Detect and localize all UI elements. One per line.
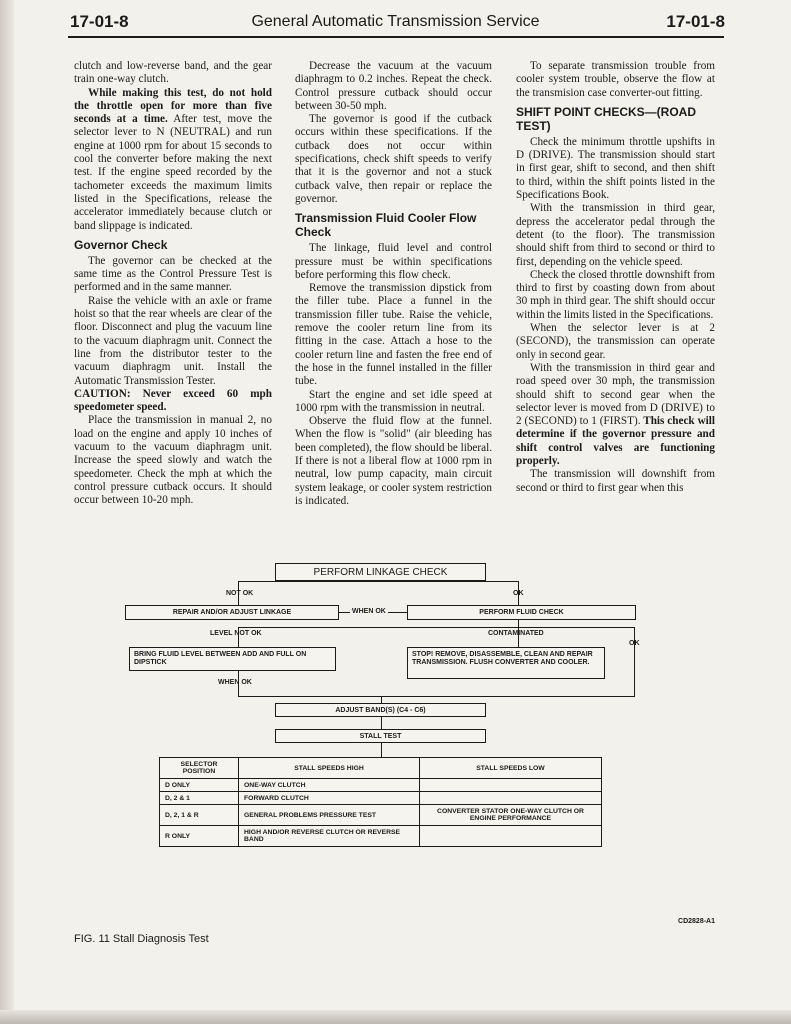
connector-line [238, 581, 519, 582]
bold-warning: While making this test, do not hold the throttle open for more than five seconds at a time. [74, 86, 272, 126]
paragraph-text: After test, move the selector lever to N (NEUTRAL) and run engine at 1000 rpm for about 15 seconds to cool the converter before making the next test. If the engine speed recorded by the tachometer exceeds the maximum limits listed in the Specifications, release the accelerator immediately because clutch or band slippage is indicated. [74, 113, 272, 232]
bring-fluid-level-box: BRING FLUID LEVEL BETWEEN ADD AND FULL ON DIPSTICK [129, 647, 336, 671]
label-ok: OK [513, 590, 524, 597]
table-cell: R ONLY [160, 826, 239, 847]
connector-line [381, 696, 382, 703]
connector-line [634, 627, 635, 697]
table-cell [420, 792, 602, 805]
page-number-left: 17-01-8 [70, 12, 129, 31]
paragraph [74, 87, 272, 233]
paragraph: With the transmission in third gear, depress the accelerator pedal through the detent (to the floor). The transmission should shift from third to second or third to first, depending on the vehicle speed. [516, 202, 715, 268]
connector-line [381, 717, 382, 729]
paragraph: Start the engine and set idle speed at 1000 rpm with the transmission in neutral. [295, 388, 492, 414]
header-rule [68, 36, 724, 38]
caution-text: CAUTION: Never exceed 60 mph speedometer speed. [74, 387, 272, 414]
table-cell: D, 2 & 1 [160, 792, 239, 805]
label-when-ok-2: WHEN OK [218, 679, 252, 686]
text-column-2 [295, 60, 492, 508]
figure-caption: FIG. 11 Stall Diagnosis Test [74, 933, 209, 945]
table-row [160, 779, 602, 792]
figure-code: CD2828-A1 [678, 918, 715, 925]
table-cell: D, 2, 1 & R [160, 805, 239, 826]
label-not-ok: NOT OK [226, 590, 254, 597]
label-ok-2: OK [629, 640, 640, 647]
section-title: General Automatic Transmission Service [251, 13, 540, 30]
perform-fluid-check-box: PERFORM FLUID CHECK [407, 605, 636, 620]
paragraph-text: With the transmission in third gear and road speed over 30 mph, the transmission should shift to second gear when the selector lever is moved from D (DRIVE) to 2 (SECOND) to 1 (FIRST). [516, 361, 715, 428]
paragraph: Check the minimum throttle upshifts in D (DRIVE). The transmission should start in first gear, shift to second, and then shift to third, within the shift points listed in the Specifications Book. [516, 135, 715, 202]
paragraph: clutch and low-reverse band, and the gear train one-way clutch. [74, 60, 272, 86]
paragraph: Decrease the vacuum at the vacuum diaphragm to 0.2 inches. Repeat the check. Control pressure cutback should occur between 30-50 mph. [295, 60, 492, 112]
paragraph: To separate transmission trouble from cooler system trouble, observe the flow at the transmision case converter-out fitting. [516, 60, 715, 99]
connector-line [238, 627, 635, 628]
paragraph [516, 362, 715, 468]
table-cell [420, 826, 602, 847]
text-column-1 [74, 60, 272, 508]
table-cell [420, 779, 602, 792]
bold-text: This check will determine if the governor pressure and shift control valves are functioning properly. [516, 415, 715, 468]
paragraph: Check the closed throttle downshift from third to first by coasting down from about 30 mph in third gear. The shift should occur within the limits listed in the Specifications. [516, 268, 715, 321]
header-stall-speeds-low: STALL SPEEDS LOW [420, 758, 602, 779]
table-cell: GENERAL PROBLEMS PRESSURE TEST [239, 805, 420, 826]
binding-gutter [0, 0, 14, 1024]
paragraph: The transmission will downshift from second or third to first gear when this [516, 468, 715, 494]
label-level-not-ok: LEVEL NOT OK [210, 630, 262, 637]
caution-note [74, 388, 272, 415]
page-number-right: 17-01-8 [666, 12, 725, 31]
table-cell: CONVERTER STATOR ONE-WAY CLUTCH OR ENGINE PERFORMANCE [420, 805, 602, 826]
heading-cooler-flow-check: Transmission Fluid Cooler Flow Check [295, 211, 477, 240]
label-when-ok: WHEN OK [352, 608, 386, 615]
table-cell: ONE-WAY CLUTCH [239, 779, 420, 792]
table-row [160, 805, 602, 826]
text-column-3 [516, 60, 715, 495]
table-cell: D ONLY [160, 779, 239, 792]
connector-line [238, 696, 635, 697]
page-bottom-shadow [0, 1010, 791, 1024]
label-contaminated: CONTAMINATED [488, 630, 544, 637]
adjust-bands-box: ADJUST BAND(S) (C4 - C6) [275, 703, 486, 717]
table-row [160, 826, 602, 847]
paragraph: Raise the vehicle with an axle or frame hoist so that the rear wheels are clear of the floor. Disconnect and plug the vacuum line to the vacuum diaphragm unit. Connect the line from the distributor tester to the vacuum diaphragm unit. Install the Automatic Transmission Tester. [74, 294, 272, 387]
header-stall-speeds-high: STALL SPEEDS HIGH [239, 758, 420, 779]
paragraph: Place the transmission in manual 2, no load on the engine and apply 10 inches of vacuum to the vacuum diaphragm unit. Increase the speed slowly and watch the speedometer. Check the mph at which the control pressure cutback occurs. It should occur between 10-20 mph. [74, 414, 272, 507]
table-cell: HIGH AND/OR REVERSE CLUTCH OR REVERSE BAND [239, 826, 420, 847]
paragraph: When the selector lever is at 2 (SECOND), the transmission can operate only in second gear. [516, 322, 715, 361]
header-selector-position: SELECTOR POSITION [160, 758, 239, 779]
connector-line [381, 743, 382, 757]
table-cell: FORWARD CLUTCH [239, 792, 420, 805]
perform-linkage-check-box: PERFORM LINKAGE CHECK [275, 563, 486, 581]
paragraph: The linkage, fluid level and control pressure must be within specifications before performing this flow check. [295, 242, 492, 281]
paragraph: The governor can be checked at the same time as the Control Pressure Test is performed and in the same manner. [74, 254, 272, 294]
stall-speed-table [159, 757, 602, 847]
table-header-row [160, 758, 602, 779]
paragraph: Observe the fluid flow at the funnel. When the flow is "solid" (air bleeding has been completed), the flow should be liberal. If there is not a liberal flow at 1000 rpm in neutral, low pump capacity, main circuit system leakage, or cooler system restriction is indicated. [295, 415, 492, 507]
table-row [160, 792, 602, 805]
paragraph: Remove the transmission dipstick from the filler tube. Place a funnel in the transmission filler tube. Raise the vehicle, remove the cooler return line from its fitting in the case. Attach a hose to the cooler return line and fasten the free end of the hose in the funnel installed in the filler tube. [295, 282, 492, 388]
stop-repair-transmission-box: STOP! REMOVE, DISASSEMBLE, CLEAN AND REPAIR TRANSMISSION. FLUSH CONVERTER AND COOLER. [407, 647, 605, 679]
paragraph: The governor is good if the cutback occurs within these specifications. If the cutback does not occur within specifications, check shift speeds to verify that it is the governor and not a stuck cutback valve, then repair or replace the governor. [295, 113, 492, 205]
heading-shift-point-checks: SHIFT POINT CHECKS—(ROAD TEST) [516, 104, 696, 133]
stall-test-box: STALL TEST [275, 729, 486, 743]
heading-governor-check: Governor Check [74, 237, 168, 252]
repair-linkage-box: REPAIR AND/OR ADJUST LINKAGE [125, 605, 339, 620]
